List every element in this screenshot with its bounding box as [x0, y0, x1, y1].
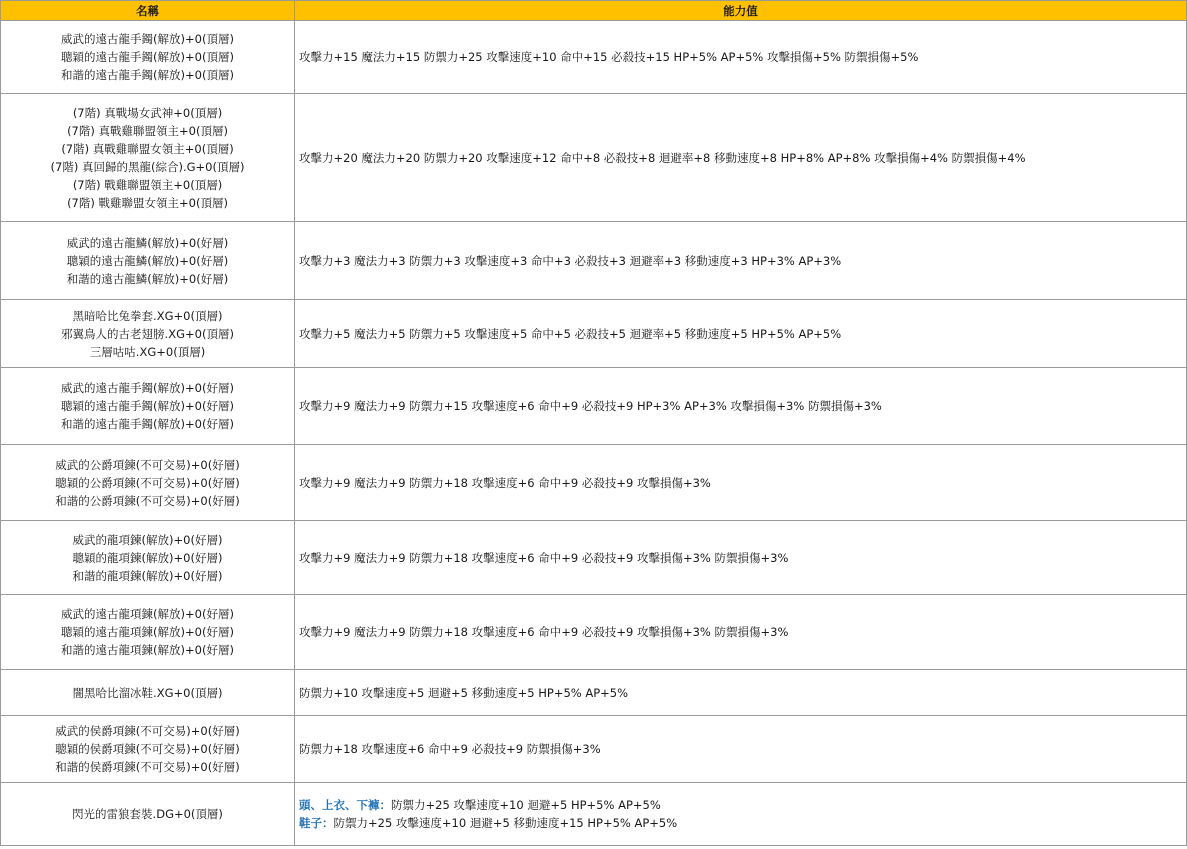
item-name: 闇黑哈比溜冰鞋.XG+0(頂層)	[72, 685, 223, 700]
stats-line-label: 鞋子：	[299, 816, 334, 830]
item-stats: 攻擊力+9 魔法力+9 防禦力+15 攻擊速度+6 命中+9 必殺技+9 HP+3% AP+3% 攻擊損傷+3% 防禦損傷+3%	[295, 368, 1187, 445]
item-stats: 攻擊力+9 魔法力+9 防禦力+18 攻擊速度+6 命中+9 必殺技+9 攻擊損傷+3%	[295, 445, 1187, 521]
item-name: (7階) 戰雞聯盟女領主+0(頂層)	[67, 195, 228, 210]
table-row	[1, 783, 1187, 846]
item-name: 聰穎的公爵項鍊(不可交易)+0(好層)	[55, 475, 240, 490]
item-name-cell	[1, 716, 295, 783]
stats-line	[299, 814, 1182, 832]
item-stats: 攻擊力+5 魔法力+5 防禦力+5 攻擊速度+5 命中+5 必殺技+5 迴避率+5 移動速度+5 HP+5% AP+5%	[295, 300, 1187, 368]
item-name: 聰穎的侯爵項鍊(不可交易)+0(好層)	[55, 742, 240, 756]
table-row	[1, 445, 1187, 521]
table-row	[1, 300, 1187, 368]
item-stats: 攻擊力+20 魔法力+20 防禦力+20 攻擊速度+12 命中+8 必殺技+8 迴避率+8 移動速度+8 HP+8% AP+8% 攻擊損傷+4% 防禦損傷+4%	[295, 94, 1187, 222]
item-stats: 防禦力+18 攻擊速度+6 命中+9 必殺技+9 防禦損傷+3%	[295, 716, 1187, 783]
item-name: 威武的遠古龍手鐲(解放)+0(好層)	[61, 381, 234, 395]
item-stats: 攻擊力+15 魔法力+15 防禦力+25 攻擊速度+10 命中+15 必殺技+15 HP+5% AP+5% 攻擊損傷+5% 防禦損傷+5%	[295, 21, 1187, 94]
item-name-cell	[1, 94, 295, 222]
item-name-cell	[1, 300, 295, 368]
item-name-cell	[1, 595, 295, 670]
item-name: 和諧的遠古龍項鍊(解放)+0(好層)	[61, 643, 234, 657]
item-name: (7階) 真回歸的黑龍(綜合).G+0(頂層)	[50, 159, 245, 174]
table-row	[1, 670, 1187, 716]
item-name: 和諧的遠古龍手鐲(解放)+0(好層)	[61, 417, 234, 431]
item-name: 和諧的龍項鍊(解放)+0(好層)	[72, 568, 223, 583]
item-name-cell	[1, 521, 295, 595]
item-name: 聰穎的遠古龍鱗(解放)+0(好層)	[66, 253, 229, 268]
stats-line-label: 頭、上衣、下褲：	[299, 798, 391, 812]
item-name: 威武的侯爵項鍊(不可交易)+0(好層)	[55, 724, 240, 738]
item-name-cell	[1, 783, 295, 846]
item-name: (7階) 真戰場女武神+0(頂層)	[72, 105, 223, 120]
item-name-cell	[1, 222, 295, 300]
item-name-cell	[1, 368, 295, 445]
item-name: 和諧的遠古龍鱗(解放)+0(好層)	[66, 271, 229, 286]
item-stats: 攻擊力+9 魔法力+9 防禦力+18 攻擊速度+6 命中+9 必殺技+9 攻擊損傷+3% 防禦損傷+3%	[295, 521, 1187, 595]
item-name: 威武的遠古龍鱗(解放)+0(好層)	[66, 235, 229, 250]
item-stats-multiline	[295, 783, 1187, 846]
stats-line	[299, 796, 1182, 814]
table-row	[1, 21, 1187, 94]
item-name: 黑暗哈比兔拳套.XG+0(頂層)	[72, 308, 223, 323]
table-row	[1, 595, 1187, 670]
item-name: 聰穎的遠古龍手鐲(解放)+0(好層)	[61, 399, 234, 413]
item-name: 和諧的侯爵項鍊(不可交易)+0(好層)	[55, 760, 240, 774]
table-row	[1, 94, 1187, 222]
item-name: (7階) 戰雞聯盟領主+0(頂層)	[72, 177, 223, 192]
item-name: 威武的公爵項鍊(不可交易)+0(好層)	[55, 457, 240, 472]
header-stats: 能力值	[295, 1, 1187, 21]
item-name: 邪翼鳥人的古老翅膀.XG+0(頂層)	[61, 326, 234, 341]
table-row	[1, 368, 1187, 445]
item-name: 聰穎的遠古龍手鐲(解放)+0(頂層)	[61, 50, 234, 64]
table-row	[1, 222, 1187, 300]
item-name: 威武的遠古龍手鐲(解放)+0(頂層)	[61, 32, 234, 46]
item-name: 和諧的遠古龍手鐲(解放)+0(頂層)	[61, 68, 234, 82]
header-row	[1, 1, 1187, 21]
item-stats: 攻擊力+3 魔法力+3 防禦力+3 攻擊速度+3 命中+3 必殺技+3 迴避率+3 移動速度+3 HP+3% AP+3%	[295, 222, 1187, 300]
item-name: 聰穎的龍項鍊(解放)+0(好層)	[72, 550, 223, 565]
item-name-cell	[1, 445, 295, 521]
table-row	[1, 716, 1187, 783]
item-name: 和諧的公爵項鍊(不可交易)+0(好層)	[55, 493, 240, 508]
item-name-cell	[1, 21, 295, 94]
item-name: 閃光的雷狼套裝.DG+0(頂層)	[72, 807, 223, 821]
item-name: (7階) 真戰雞聯盟領主+0(頂層)	[67, 123, 228, 138]
item-name: 聰穎的遠古龍項鍊(解放)+0(好層)	[61, 625, 234, 639]
item-name-cell	[1, 670, 295, 716]
item-name: 三層咕咕.XG+0(頂層)	[89, 344, 206, 359]
item-name: (7階) 真戰雞聯盟女領主+0(頂層)	[61, 141, 234, 156]
item-name: 威武的遠古龍項鍊(解放)+0(好層)	[61, 607, 234, 621]
stats-line-text: 防禦力+25 攻擊速度+10 迴避+5 移動速度+15 HP+5% AP+5%	[333, 816, 678, 830]
item-name: 威武的龍項鍊(解放)+0(好層)	[72, 532, 223, 547]
item-stats: 攻擊力+9 魔法力+9 防禦力+18 攻擊速度+6 命中+9 必殺技+9 攻擊損傷+3% 防禦損傷+3%	[295, 595, 1187, 670]
table-row	[1, 521, 1187, 595]
item-stats: 防禦力+10 攻擊速度+5 迴避+5 移動速度+5 HP+5% AP+5%	[295, 670, 1187, 716]
stats-line-text: 防禦力+25 攻擊速度+10 迴避+5 HP+5% AP+5%	[391, 798, 661, 812]
header-name: 名稱	[1, 1, 295, 21]
